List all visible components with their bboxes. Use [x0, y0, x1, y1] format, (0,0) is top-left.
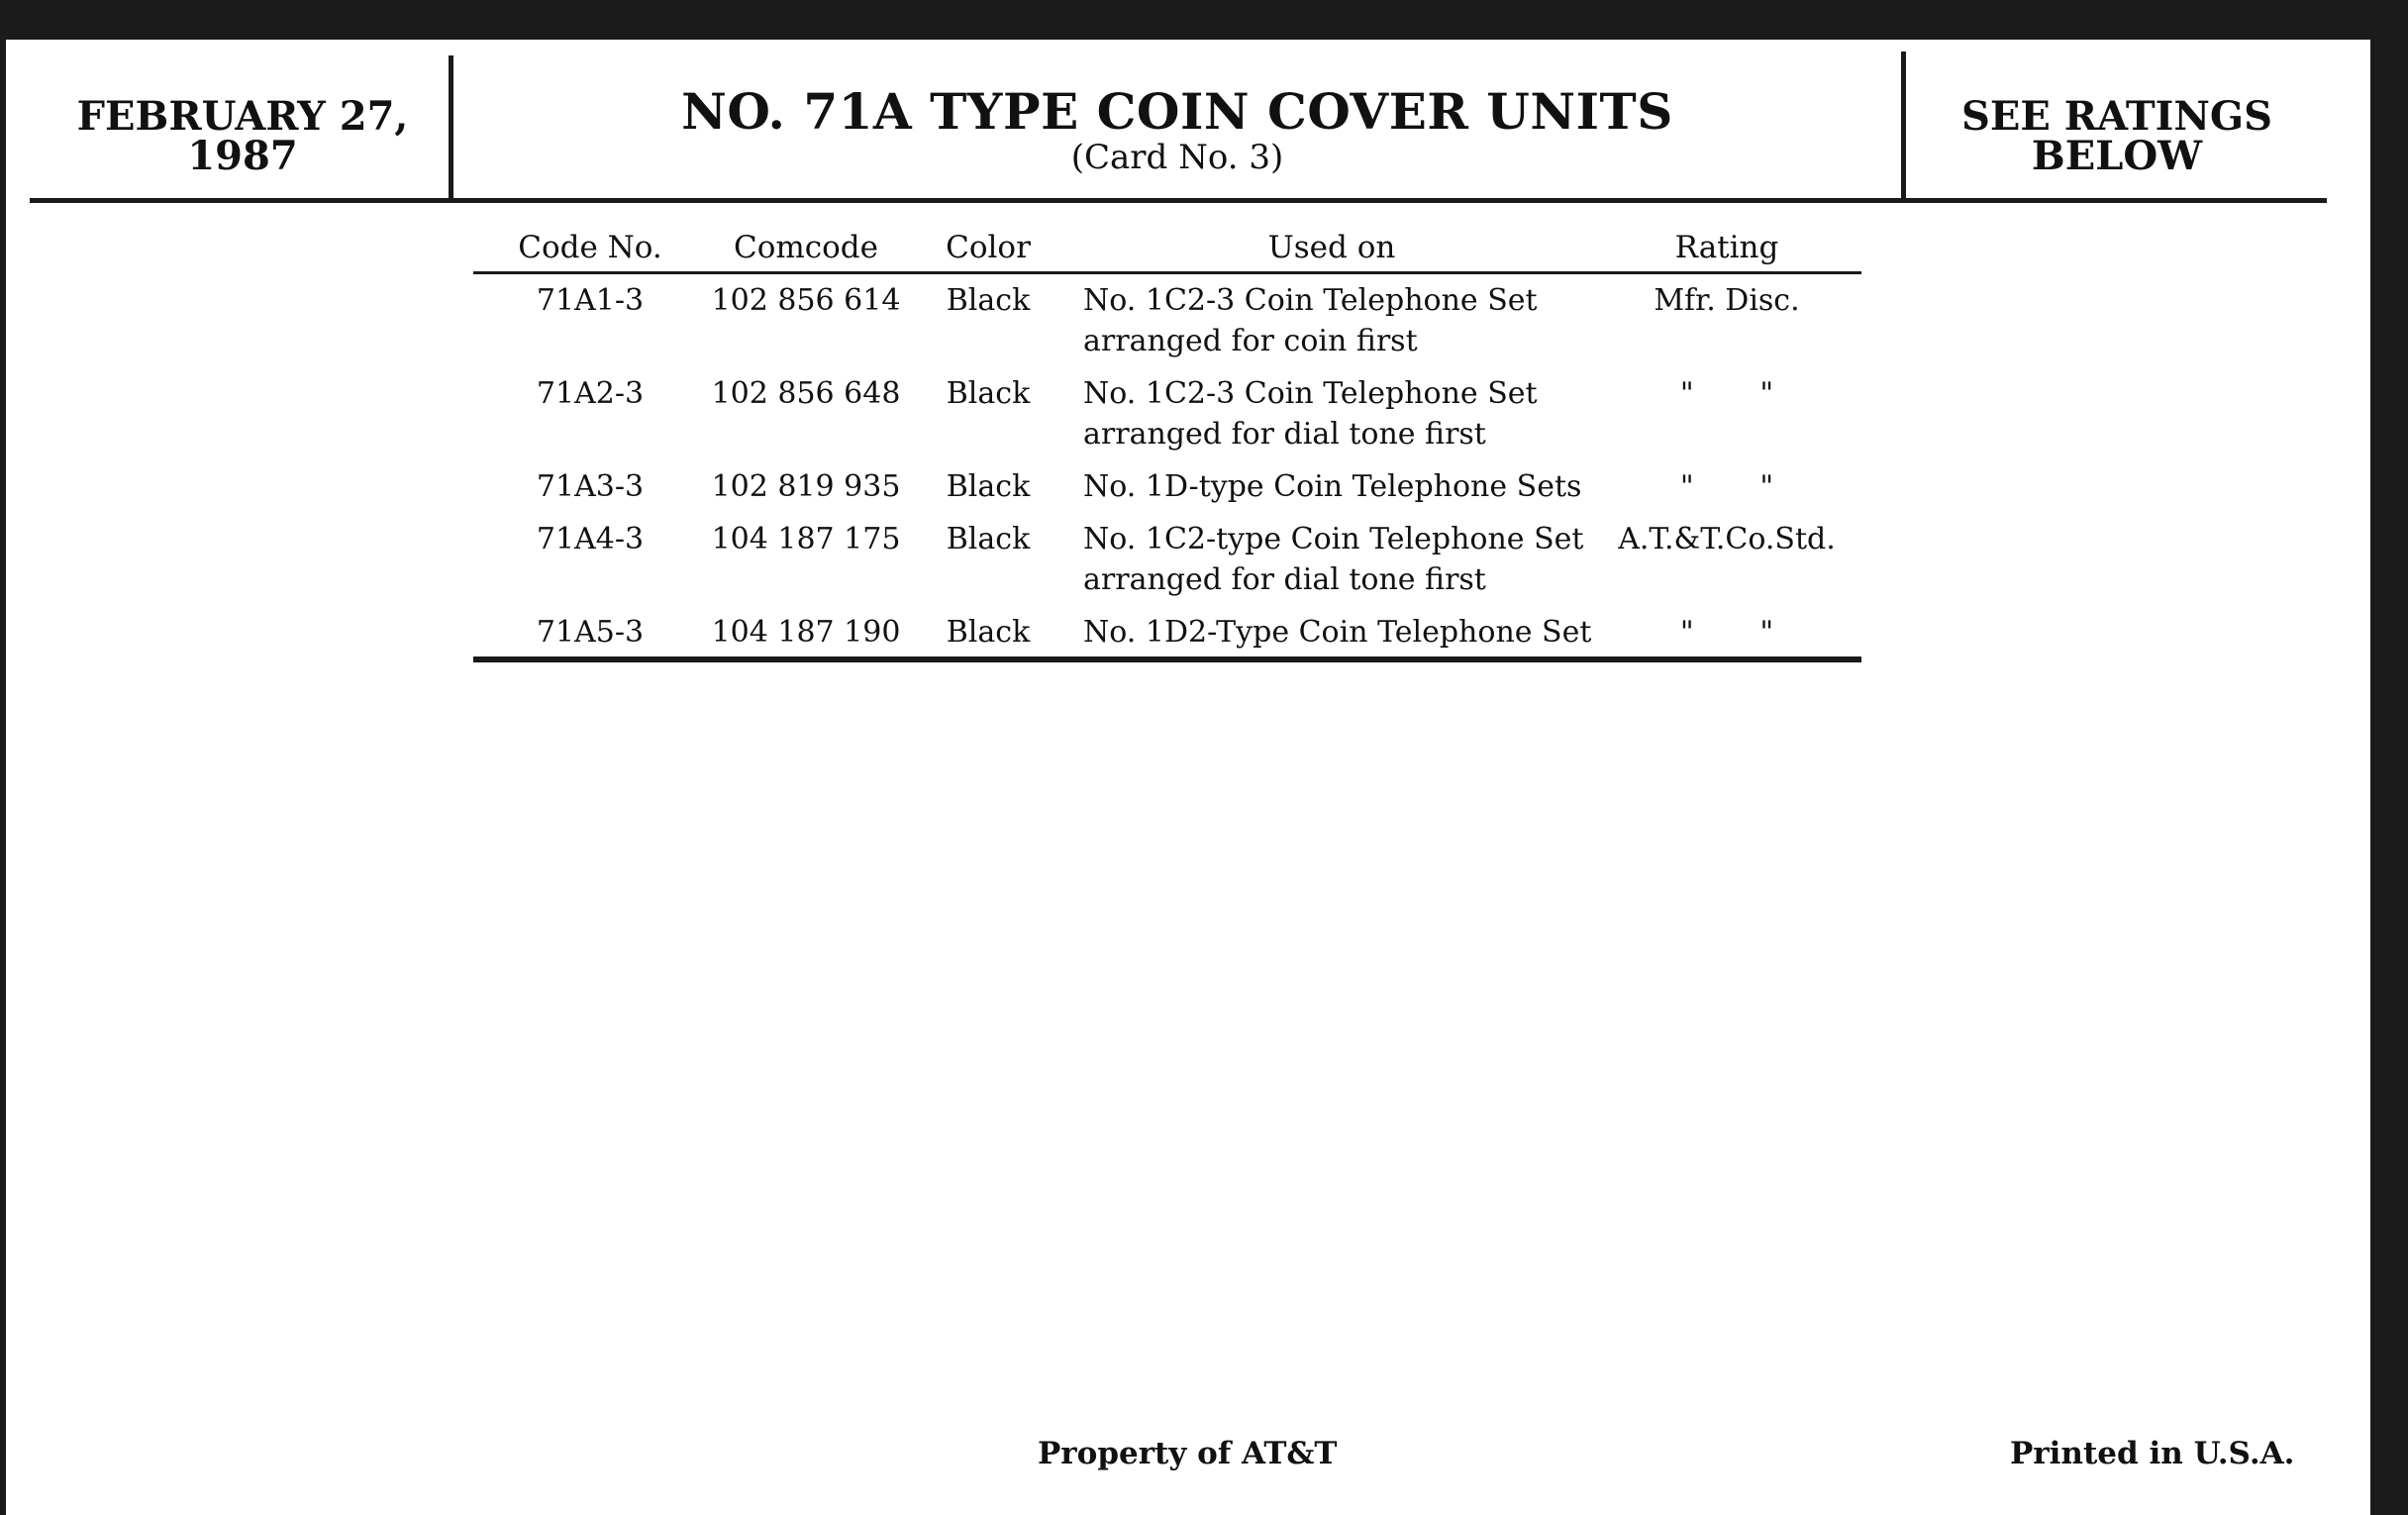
card-date: FEBRUARY 27, 1987 [76, 93, 409, 179]
col-header-used-on: Used on [1071, 218, 1592, 273]
cell-code: 71A2-3 [536, 376, 645, 411]
cell-code: 71A3-3 [536, 469, 645, 504]
col-header-code: Code No. [473, 218, 707, 273]
cell-rating: A.T.&T.Co.Std. [1618, 522, 1836, 556]
cell-color: Black [946, 283, 1031, 318]
table-row [473, 606, 1861, 659]
property-notice: Property of AT&T [1038, 1436, 1338, 1471]
catalog-card [6, 40, 2370, 1515]
cell-comcode: 102 819 935 [711, 469, 901, 504]
cell-code: 71A1-3 [536, 283, 645, 318]
card-title: NO. 71A TYPE COIN COVER UNITS [681, 82, 1673, 141]
col-header-comcode: Comcode [707, 218, 905, 273]
cell-used-on: No. 1C2-type Coin Telephone Set arranged for dial tone first [1083, 522, 1584, 597]
card-subtitle: (Card No. 3) [1070, 138, 1284, 177]
table-row [473, 273, 1861, 368]
cell-rating: " " [1679, 376, 1774, 411]
cell-comcode: 102 856 614 [711, 283, 901, 318]
col-header-rating: Rating [1592, 218, 1861, 273]
cell-comcode: 104 187 175 [711, 522, 901, 556]
cell-comcode: 102 856 648 [711, 376, 901, 411]
cell-code: 71A5-3 [473, 606, 707, 659]
cell-color: Black [946, 522, 1031, 556]
cell-rating: Mfr. Disc. [1654, 283, 1800, 318]
cell-color: Black [905, 606, 1071, 659]
table-row [473, 460, 1861, 513]
cell-comcode: 104 187 190 [707, 606, 905, 659]
table-header-row [473, 218, 1861, 273]
cell-used-on: No. 1C2-3 Coin Telephone Set arranged for dial tone first [1083, 376, 1538, 452]
cell-used-on: No. 1C2-3 Coin Telephone Set arranged for coin first [1083, 283, 1538, 358]
cell-color: Black [946, 376, 1031, 411]
title-block [453, 82, 1901, 177]
cell-rating: " " [1679, 469, 1774, 504]
cell-rating: " " [1592, 606, 1861, 659]
header-rule [30, 198, 2327, 203]
ratings-note: SEE RATINGS BELOW [1961, 93, 2272, 179]
units-table [473, 218, 1861, 662]
cell-used-on: No. 1D-type Coin Telephone Sets [1083, 469, 1582, 504]
cell-used-on: No. 1D2-Type Coin Telephone Set [1071, 606, 1592, 659]
col-header-color: Color [905, 218, 1071, 273]
printed-notice: Printed in U.S.A. [2010, 1436, 2295, 1471]
table-row [473, 367, 1861, 460]
cell-code: 71A4-3 [536, 522, 645, 556]
header-divider-right [1901, 51, 1906, 200]
table-row [473, 513, 1861, 606]
cell-color: Black [946, 469, 1031, 504]
